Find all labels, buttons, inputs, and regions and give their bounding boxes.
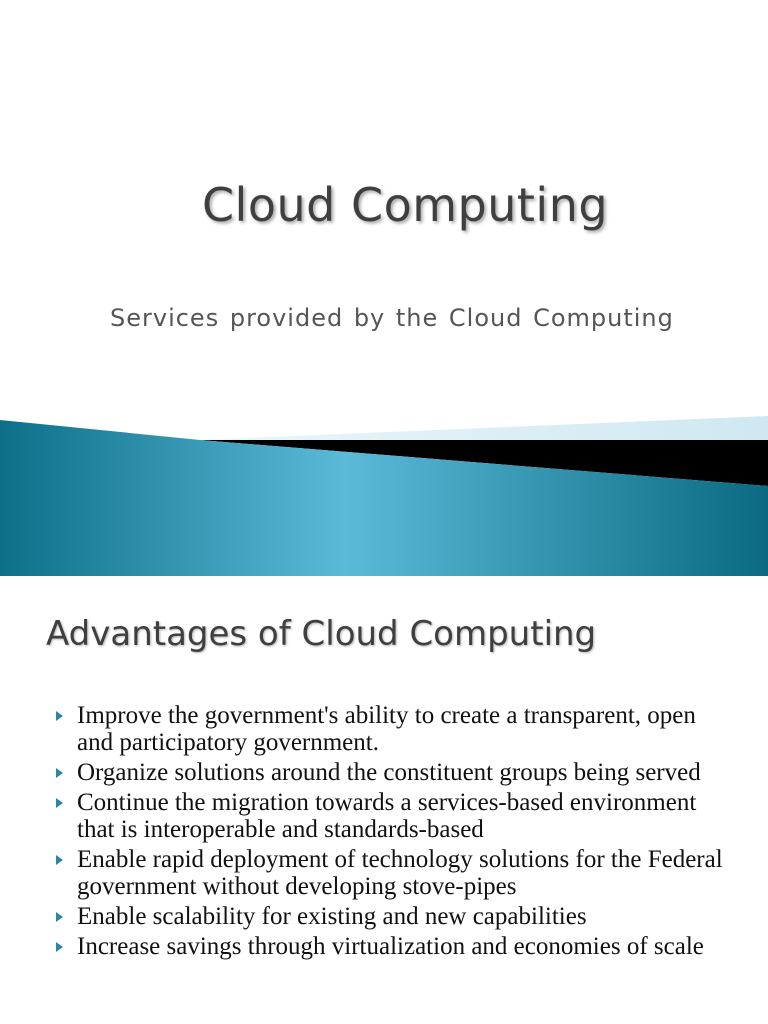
list-item: Improve the government's ability to create a transparent, open and participatory government. <box>52 702 732 756</box>
bullet-arrow-icon <box>56 942 63 952</box>
list-item: Increase savings through virtualization and economies of scale <box>52 933 732 960</box>
list-item: Continue the migration towards a services-based environment that is interoperable and standards-based <box>52 789 732 843</box>
bullet-arrow-icon <box>56 768 63 778</box>
slide-subtitle: Services provided by the Cloud Computing <box>110 304 674 332</box>
bullet-arrow-icon <box>56 798 63 808</box>
slide-title: Cloud Computing <box>201 178 609 232</box>
list-item: Enable scalability for existing and new capabilities <box>52 903 732 930</box>
light-stripe <box>200 416 768 440</box>
slide-title: Advantages of Cloud Computing <box>46 614 597 654</box>
content-slide <box>0 576 768 1024</box>
bullet-arrow-icon <box>56 912 63 922</box>
bullet-list <box>52 702 732 963</box>
list-item: Organize solutions around the constituent groups being served <box>52 759 732 786</box>
bullet-arrow-icon <box>56 855 63 865</box>
list-item: Enable rapid deployment of technology solutions for the Federal government without developing stove-pipes <box>52 846 732 900</box>
bullet-arrow-icon <box>56 711 63 721</box>
decorative-wave-band <box>0 410 768 576</box>
